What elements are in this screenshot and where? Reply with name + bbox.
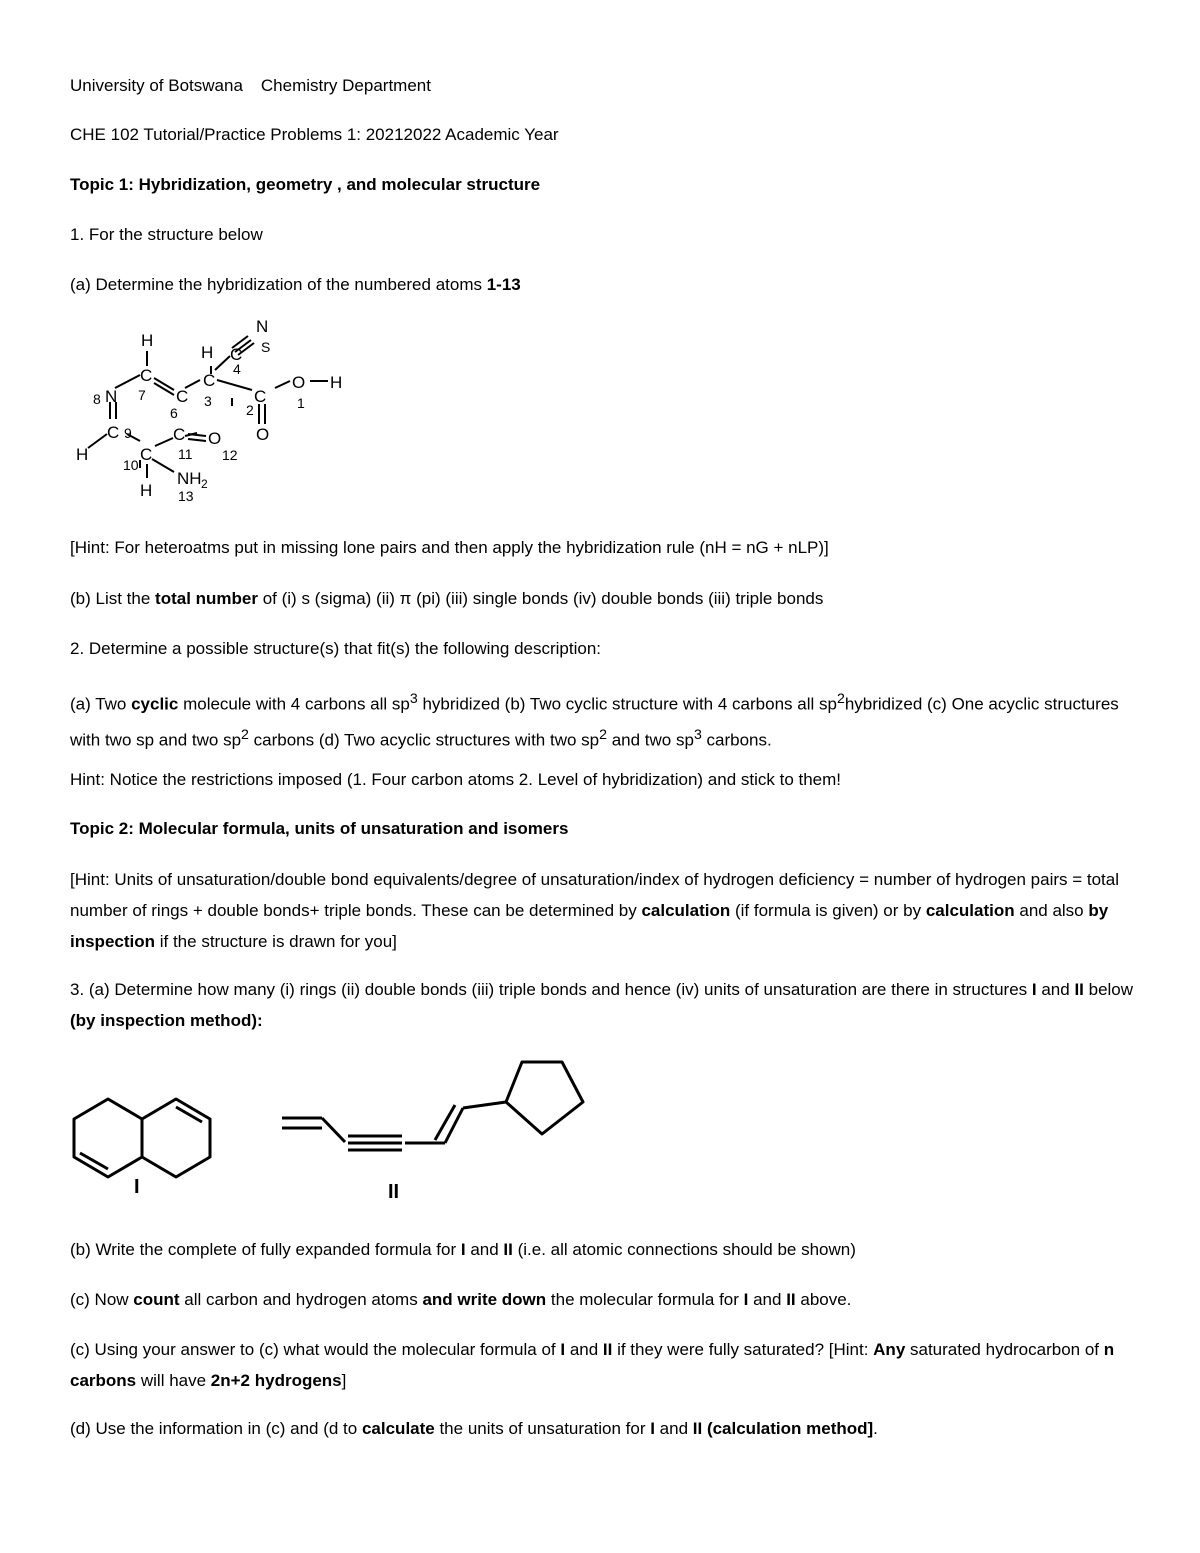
svg-text:C: C bbox=[176, 387, 189, 406]
question-3d: (d) Use the information in (c) and (d to calculate the units of unsaturation for I and II (calculation method]. bbox=[70, 1419, 878, 1438]
question-1b: (b) List the total number of (i) s (sigma) (ii) π (pi) (iii) single bonds (iv) double bonds (iii) triple bonds bbox=[70, 589, 824, 608]
svg-text:4: 4 bbox=[233, 361, 241, 377]
svg-text:N: N bbox=[256, 318, 269, 336]
svg-text:C: C bbox=[140, 366, 153, 385]
svg-text:C: C bbox=[107, 423, 120, 442]
svg-text:N: N bbox=[105, 387, 118, 406]
svg-text:1: 1 bbox=[297, 395, 305, 411]
question-3c: (c) Now count all carbon and hydrogen atoms and write down the molecular formula for I and II above. bbox=[70, 1290, 852, 1309]
topic1-title: Topic 1: Hybridization, geometry , and molecular structure bbox=[70, 175, 541, 194]
svg-text:3: 3 bbox=[204, 393, 212, 409]
svg-text:O: O bbox=[256, 425, 270, 444]
svg-text:H: H bbox=[201, 343, 214, 362]
hint-1: [Hint: For heteroatms put in missing lone pairs and then apply the hybridization rule (nH = nG + nLP)] bbox=[70, 538, 829, 557]
department-name: Chemistry Department bbox=[260, 76, 431, 95]
header-line bbox=[70, 71, 431, 101]
svg-text:12: 12 bbox=[222, 447, 238, 463]
university-name: University of Botswana bbox=[70, 76, 243, 95]
structure-II-label: II bbox=[388, 1181, 400, 1203]
svg-text:C: C bbox=[230, 345, 243, 364]
question-3a: 3. (a) Determine how many (i) rings (ii) double bonds (iii) triple bonds and hence (iv) units of unsaturation are there in structures I and II below (by inspection method): bbox=[70, 980, 1134, 1030]
topic2-title: Topic 2: Molecular formula, units of unsaturation and isomers bbox=[70, 819, 569, 838]
svg-text:O: O bbox=[292, 373, 306, 392]
svg-text:2: 2 bbox=[201, 477, 208, 491]
svg-text:6: 6 bbox=[170, 405, 178, 421]
structure-I-label: I bbox=[134, 1176, 140, 1198]
svg-text:S: S bbox=[261, 339, 271, 355]
question-1: 1. For the structure below bbox=[70, 225, 263, 244]
structure-II-diagram bbox=[270, 1050, 600, 1205]
svg-text:8: 8 bbox=[93, 391, 101, 407]
svg-text:C: C bbox=[140, 445, 153, 464]
structure-I-diagram bbox=[60, 1085, 230, 1200]
svg-text:C: C bbox=[203, 371, 216, 390]
hint-3: [Hint: Units of unsaturation/double bond equivalents/degree of unsaturation/index of hydrogen deficiency = number of hydrogen pairs = total number of rings + double bonds+ triple bonds. These can be determined by calculation (if formula is given) or by calculation and also by inspection if the structure is drawn for you] bbox=[70, 870, 1120, 951]
svg-text:13: 13 bbox=[178, 488, 194, 504]
question-1a: (a) Determine the hybridization of the numbered atoms 1-13 bbox=[70, 275, 521, 294]
svg-text:H: H bbox=[141, 331, 154, 350]
svg-text:11: 11 bbox=[178, 446, 193, 462]
question-3c-saturated: (c) Using your answer to (c) what would the molecular formula of I and II if they were fully saturated? [Hint: Any saturated hydrocarbon of n carbons will have 2n+2 hydrogens] bbox=[70, 1340, 1115, 1390]
question-2: 2. Determine a possible structure(s) that fit(s) the following description: bbox=[70, 639, 602, 658]
svg-text:H: H bbox=[330, 373, 343, 392]
course-line: CHE 102 Tutorial/Practice Problems 1: 20212022 Academic Year bbox=[70, 125, 559, 144]
svg-text:10: 10 bbox=[123, 457, 139, 473]
svg-text:C: C bbox=[254, 387, 267, 406]
question-2a: (a) Two cyclic molecule with 4 carbons all $sp^3$ hybridized (b) Two cyclic structure with 4 carbons all $sp^2hybridized$ (c) One acyclic structures with two sp and two $sp^2$ carbons (d) Two acyclic structures with two $sp^2$ and two $sp^3$ carbons. bbox=[70, 691, 1119, 750]
hint-2: Hint: Notice the restrictions imposed (1. Four carbon atoms 2. Level of hybridization) and stick to them! bbox=[70, 770, 842, 789]
svg-text:9: 9 bbox=[124, 425, 132, 441]
molecule-1-diagram bbox=[60, 318, 360, 518]
question-3b: (b) Write the complete of fully expanded formula for I and II (i.e. all atomic connections should be shown) bbox=[70, 1240, 856, 1259]
svg-text:2: 2 bbox=[246, 402, 254, 418]
svg-text:H: H bbox=[76, 445, 89, 464]
svg-text:C: C bbox=[173, 425, 186, 444]
svg-text:O: O bbox=[208, 429, 222, 448]
svg-text:7: 7 bbox=[138, 387, 146, 403]
svg-text:H: H bbox=[140, 481, 153, 500]
svg-text:NH: NH bbox=[177, 469, 202, 488]
